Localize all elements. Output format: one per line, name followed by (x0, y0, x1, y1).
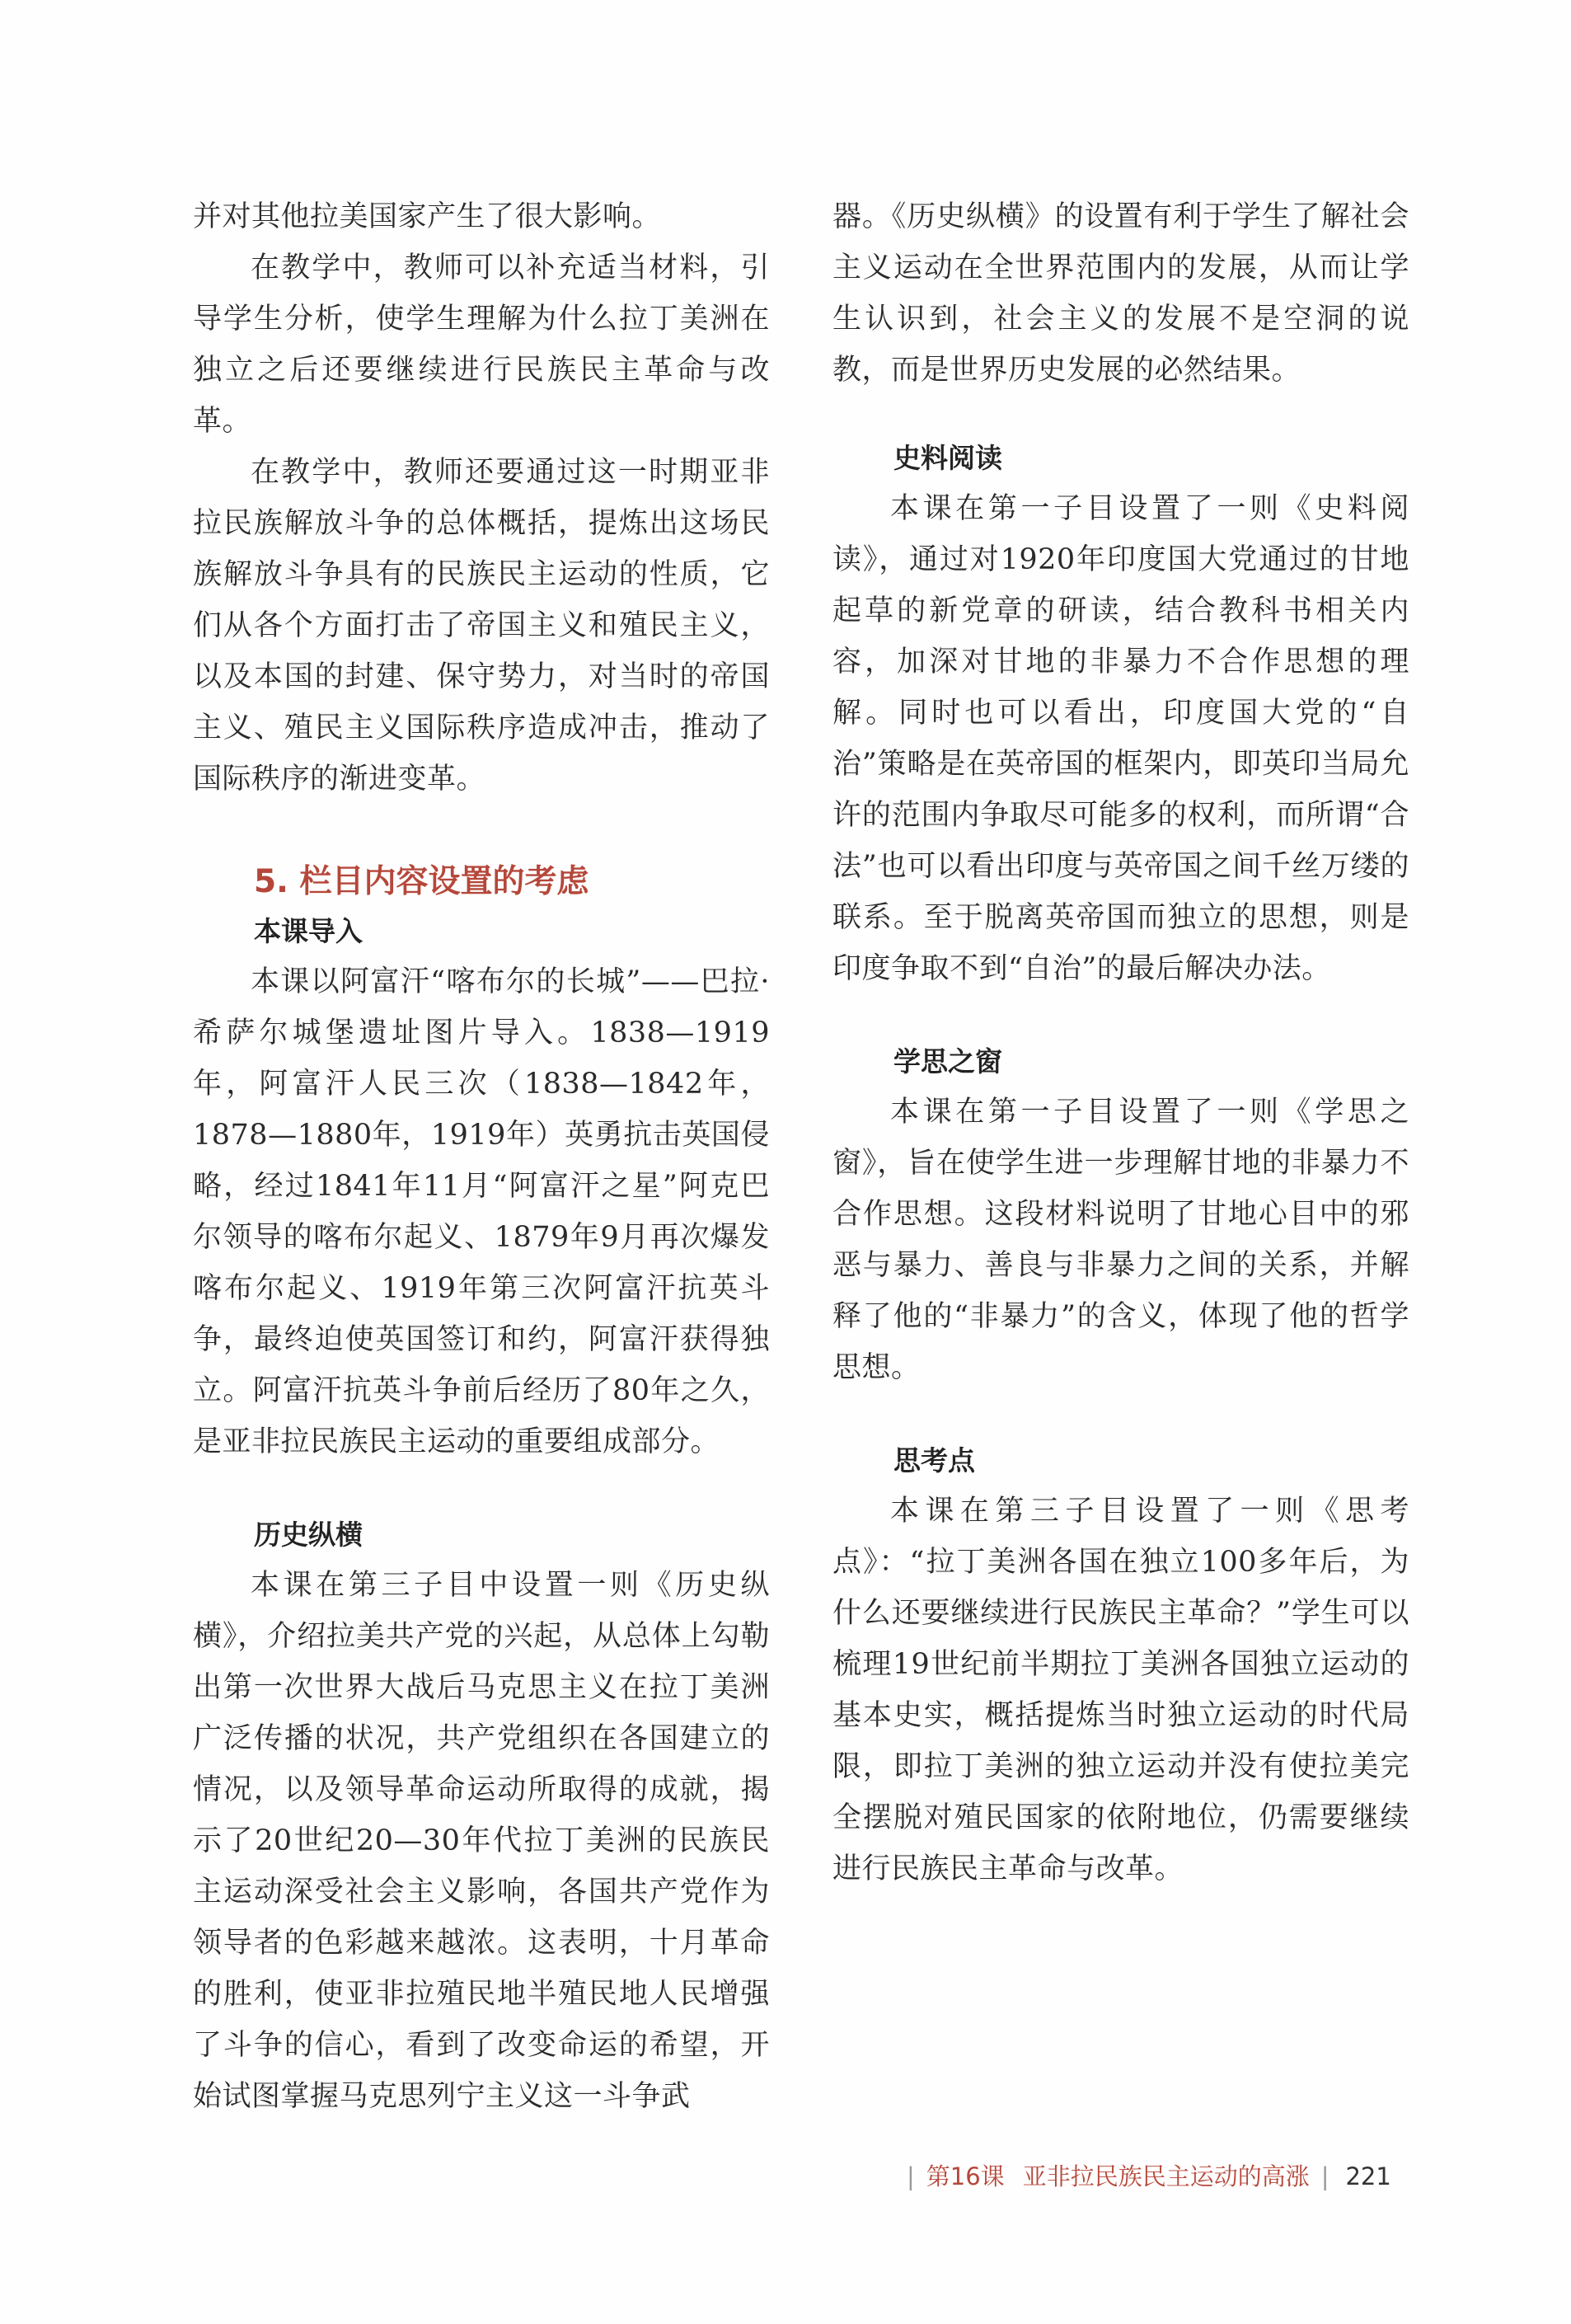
subsection-title-history: 历史纵横 (254, 1519, 363, 1551)
subsection-title-thinking-window: 学思之窗 (893, 1045, 1002, 1077)
section-title: 5. 栏目内容设置的考虑 (254, 863, 589, 900)
footer-divider: | (1320, 2162, 1329, 2190)
paragraph-think-point: 本课在第三子目设置了一则《思考点》：“拉丁美洲各国在独立100多年后，为什么还要继续进行民族民主革命？”学生可以梳理19世纪前半期拉丁美洲各国独立运动的基本史实，概括提炼当时独立运动的时代局限，即拉丁美洲的独立运动并没有使拉美完全摆脱对殖民国家的依附地位，仍需要继续进行民族民主革命与改革。 (832, 1495, 1409, 1885)
paragraph-teaching-2: 在教学中，教师还要通过这一时期亚非拉民族解放斗争的总体概括，提炼出这场民族解放斗争具有的民族民主运动的性质，它们从各个方面打击了帝国主义和殖民主义，以及本国的封建、保守势力，对当时的帝国主义、殖民主义国际秩序造成冲击，推动了国际秩序的渐进变革。 (193, 456, 770, 796)
footer-lesson-title: 亚非拉民族民主运动的高涨 (1022, 2162, 1310, 2190)
page-footer (895, 2157, 1391, 2196)
paragraph-history: 本课在第三子目中设置一则《历史纵横》，介绍拉美共产党的兴起，从总体上勾勒出第一次世界大战后马克思主义在拉丁美洲广泛传播的状况，共产党组织在各国建立的情况，以及领导革命运动所取得的成就，揭示了20世纪20—30年代拉丁美洲的民族民主运动深受社会主义影响，各国共产党作为领导者的色彩越来越浓。这表明，十月革命的胜利，使亚非拉殖民地半殖民地人民增强了斗争的信心，看到了改变命运的希望，开始试图掌握马克思列宁主义这一斗争武 (193, 1569, 770, 2113)
paragraph-source-reading: 本课在第一子目设置了一则《史料阅读》，通过对1920年印度国大党通过的甘地起草的新党章的研读，结合教科书相关内容，加深对甘地的非暴力不合作思想的理解。同时也可以看出，印度国大党的“自治”策略是在英帝国的框架内，即英印当局允许的范围内争取尽可能多的权利，而所谓“合法”也可以看出印度与英帝国之间千丝万缕的联系。至于脱离英帝国而独立的思想，则是印度争取不到“自治”的最后解决办法。 (832, 492, 1409, 985)
page-number: 221 (1345, 2162, 1391, 2190)
subsection-title-source-reading: 史料阅读 (893, 442, 1002, 474)
paragraph-history-continued: 器。《历史纵横》的设置有利于学生了解社会主义运动在全世界范围内的发展，从而让学生认识到，社会主义的发展不是空洞的说教，而是世界历史发展的必然结果。 (832, 200, 1409, 387)
paragraph-continued: 并对其他拉美国家产生了很大影响。 (193, 200, 662, 233)
footer-divider: | (907, 2162, 915, 2190)
footer-lesson: 第16课 (926, 2162, 1005, 2190)
subsection-title-intro: 本课导入 (254, 915, 363, 947)
paragraph-intro: 本课以阿富汗“喀布尔的长城”——巴拉·希萨尔城堡遗址图片导入。1838—1919年，阿富汗人民三次（1838—1842年，1878—1880年，1919年）英勇抗击英国侵略，经过1841年11月“阿富汗之星”阿克巴尔领导的喀布尔起义、1879年9月再次爆发喀布尔起义、1919年第三次阿富汗抗英斗争，最终迫使英国签订和约，阿富汗获得独立。阿富汗抗英斗争前后经历了80年之久，是亚非拉民族民主运动的重要组成部分。 (193, 965, 770, 1458)
paragraph-thinking-window: 本课在第一子目设置了一则《学思之窗》，旨在使学生进一步理解甘地的非暴力不合作思想。这段材料说明了甘地心目中的邪恶与暴力、善良与非暴力之间的关系，并解释了他的“非暴力”的含义，体现了他的哲学思想。 (832, 1096, 1409, 1384)
paragraph-teaching-1: 在教学中，教师可以补充适当材料，引导学生分析，使学生理解为什么拉丁美洲在独立之后还要继续进行民族民主革命与改革。 (193, 251, 770, 438)
right-column (832, 191, 1409, 1894)
left-column (193, 191, 770, 2122)
subsection-title-think-point: 思考点 (893, 1444, 975, 1477)
